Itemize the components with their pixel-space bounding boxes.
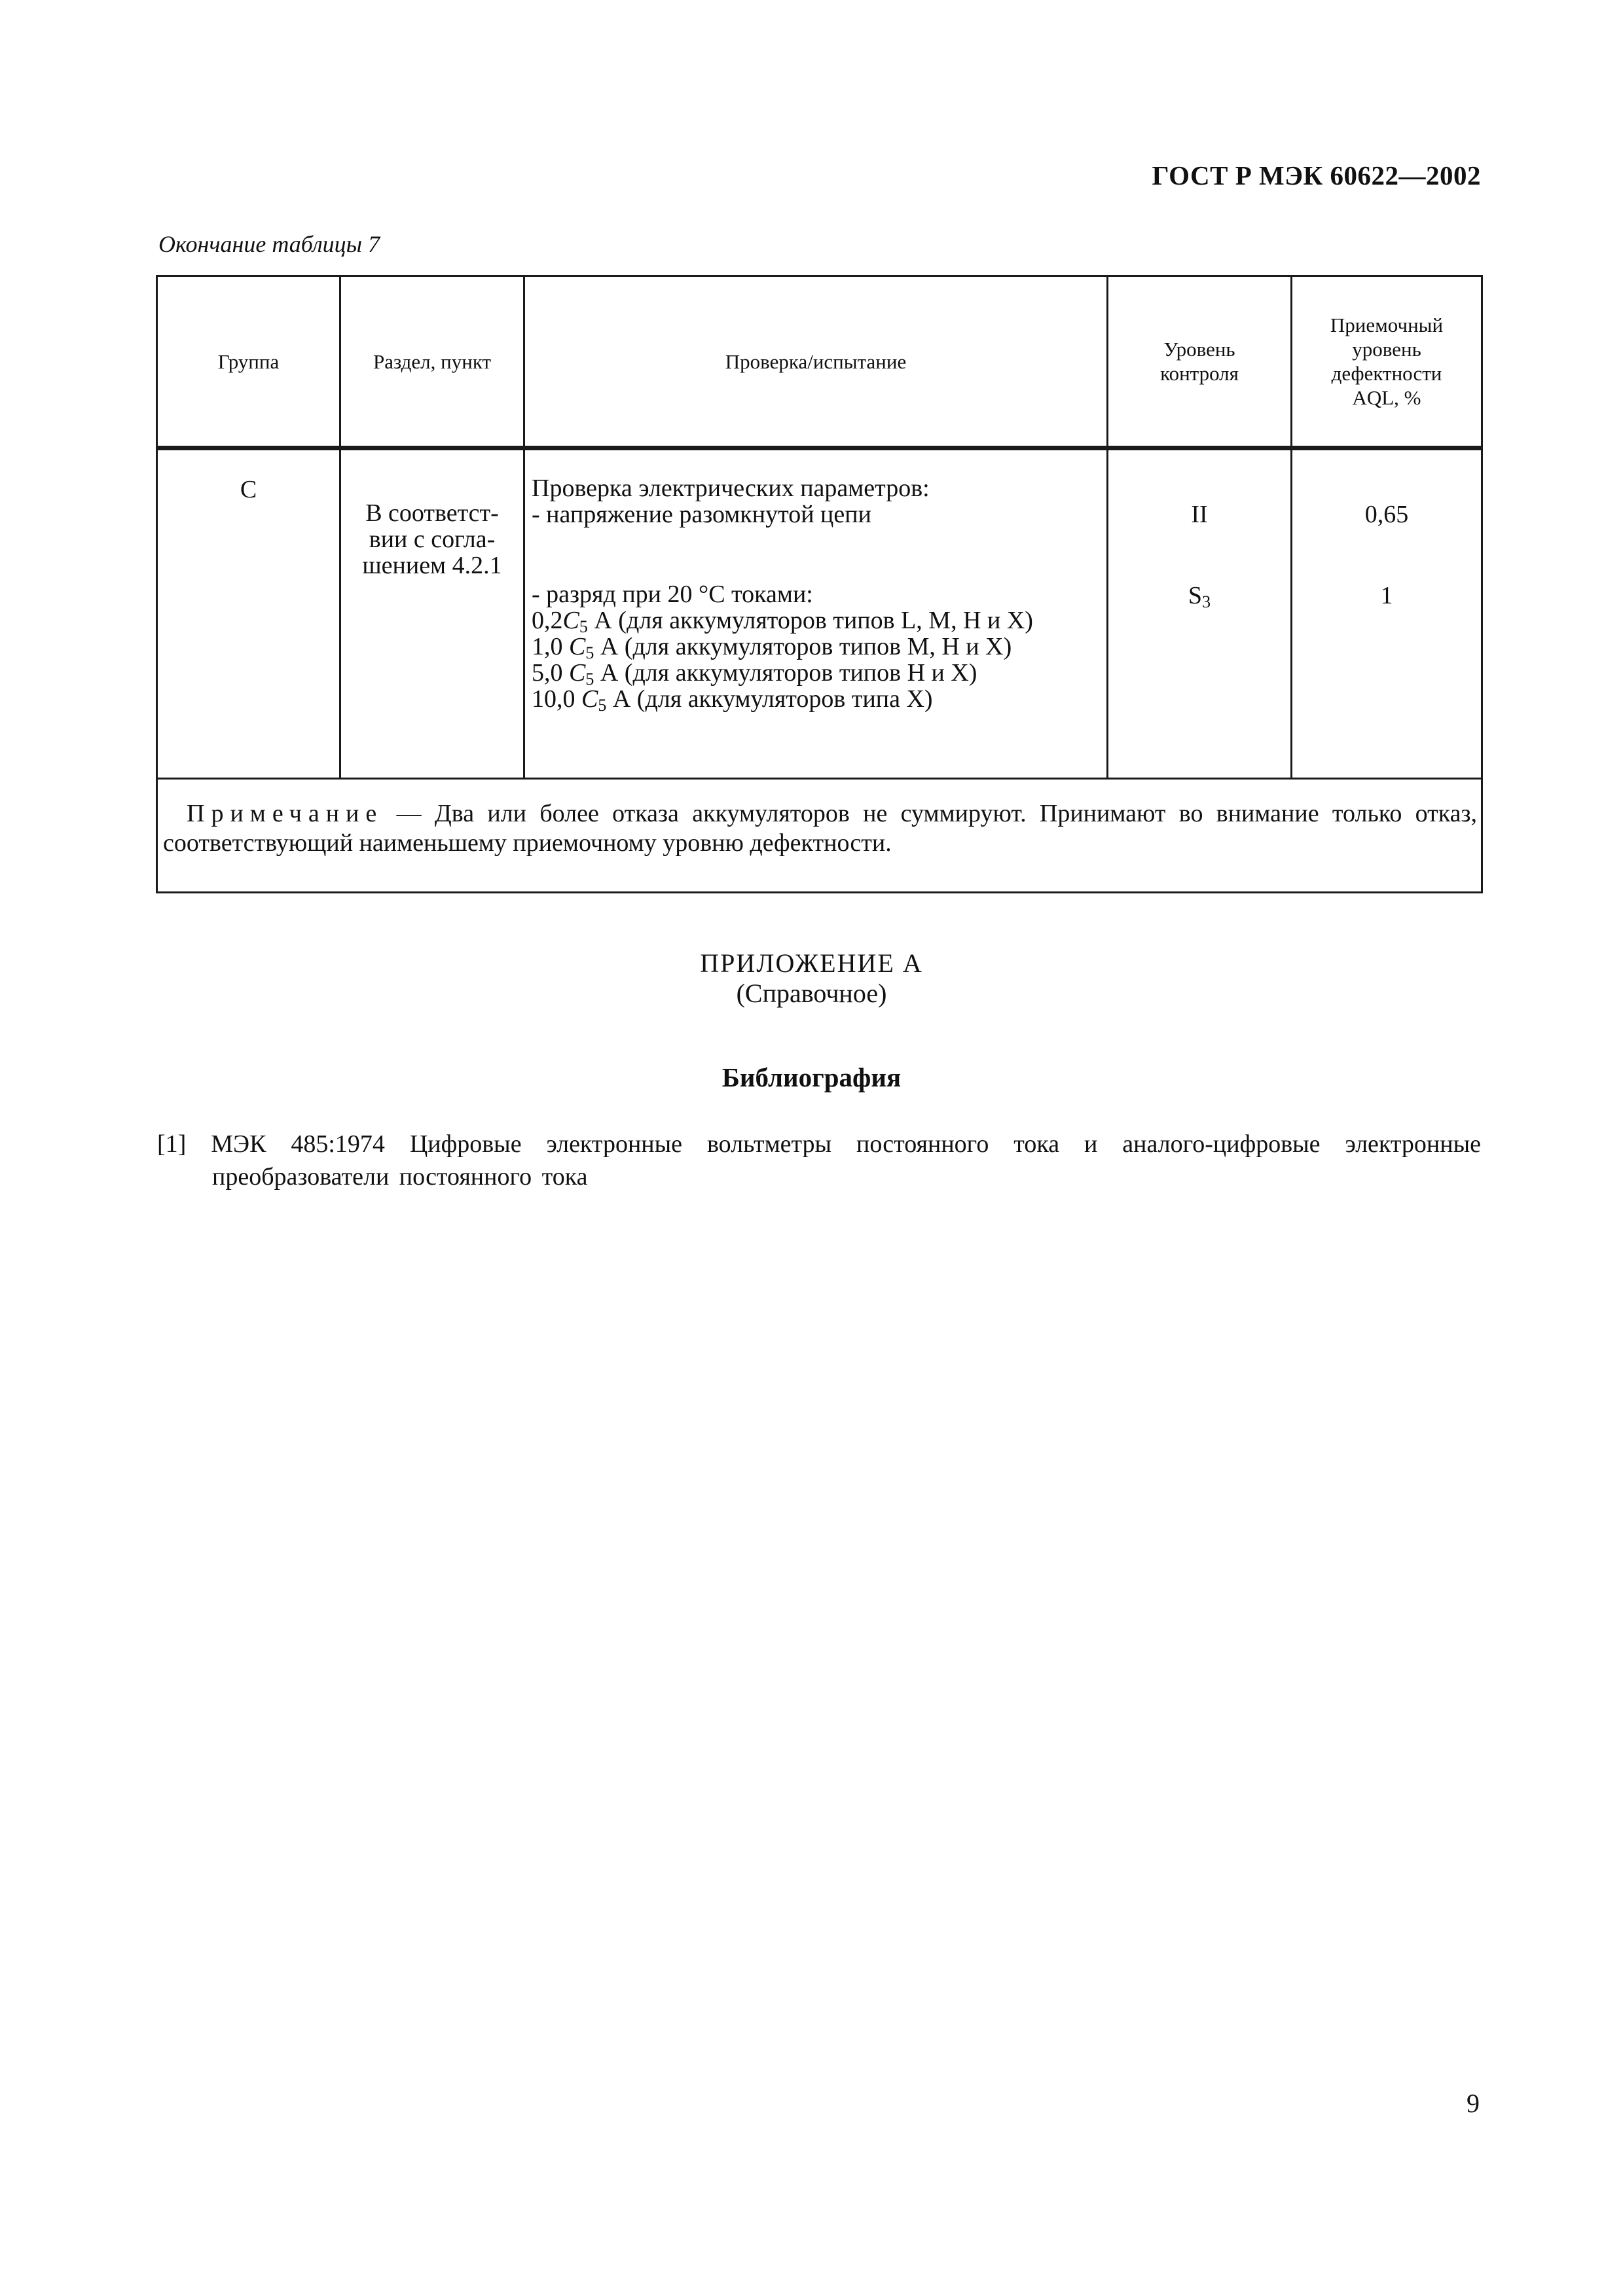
capacity-symbol: C	[581, 685, 598, 713]
cell-check	[524, 448, 1108, 779]
current-description: А (для аккумуляторов типа X)	[606, 685, 933, 713]
capacity-symbol: C	[569, 659, 586, 687]
column-header-group: Группа	[157, 276, 340, 448]
cell-group: С	[157, 448, 340, 779]
current-coefficient: 1,0	[532, 633, 569, 660]
capacity-subscript: 5	[585, 670, 594, 689]
column-header-level	[1108, 276, 1292, 448]
level-voltage: II	[1191, 501, 1208, 528]
current-description: А (для аккумуляторов типов М, Н и X)	[594, 633, 1012, 660]
column-header-section: Раздел, пункт	[340, 276, 524, 448]
capacity-symbol: C	[562, 607, 579, 634]
check-title: Проверка электрических параметров:	[532, 475, 930, 502]
cell-aql	[1292, 448, 1482, 779]
table-row	[157, 448, 1482, 779]
current-line	[532, 659, 1103, 689]
level-discharge-sub: 3	[1202, 592, 1211, 611]
level-discharge	[1108, 583, 1290, 609]
current-coefficient: 0,2	[532, 607, 563, 634]
current-coefficient: 10,0	[532, 685, 581, 713]
note-text: — Два или более отказа аккумуляторов не суммируют. Принимают во внимание только отказ, соответствующий наименьшему приемочному уровню дефектности.	[163, 800, 1477, 857]
bibliography-item	[157, 1128, 1481, 1193]
spacer	[532, 528, 1103, 581]
current-line	[532, 607, 1103, 634]
capacity-subscript: 5	[598, 696, 607, 715]
cell-level	[1108, 448, 1292, 779]
check-voltage: - напряжение разомкнутой цепи	[532, 501, 871, 528]
aql-voltage: 0,65	[1364, 501, 1409, 528]
column-header-level-text: Уровень контроля	[1160, 338, 1239, 385]
aql-discharge: 1	[1380, 582, 1393, 609]
current-description: А (для аккумуляторов типов L, М, Н и X)	[587, 607, 1033, 634]
capacity-subscript: 5	[585, 643, 594, 662]
table-header-row	[157, 276, 1482, 448]
capacity-symbol: C	[569, 633, 586, 660]
column-header-aql-text: Приемочный уровень дефектности AQL, %	[1330, 314, 1444, 409]
check-discharge: - разряд при 20 °С токами:	[532, 581, 813, 608]
current-coefficient: 5,0	[532, 659, 569, 687]
cell-section	[340, 448, 524, 779]
table-note	[157, 779, 1482, 893]
note-label: Примечание	[187, 800, 384, 827]
bibliography-title: Библиография	[721, 1062, 902, 1092]
appendix-subtitle: (Справочное)	[736, 978, 887, 1008]
document-standard-header: ГОСТ Р МЭК 60622—2002	[1152, 160, 1481, 190]
current-line	[532, 634, 1103, 660]
table-caption: Окончание таблицы 7	[158, 231, 380, 257]
column-header-check: Проверка/испытание	[524, 276, 1108, 448]
bibliography-item-number: [1]	[157, 1130, 187, 1158]
appendix-title: ПРИЛОЖЕНИЕ А	[700, 948, 923, 978]
level-discharge-base: S	[1188, 582, 1203, 609]
table-note-row	[157, 779, 1482, 893]
inspection-table	[156, 275, 1483, 893]
cell-section-text: В соответст- вии с согла- шением 4.2.1	[362, 499, 502, 579]
page-number: 9	[1467, 2089, 1480, 2118]
current-description: А (для аккумуляторов типов Н и X)	[594, 659, 977, 687]
capacity-subscript: 5	[579, 617, 588, 636]
bibliography-item-text: МЭК 485:1974 Цифровые электронные вольтметры постоянного тока и аналого-цифровые электронные преобразователи постоянного тока	[211, 1130, 1481, 1191]
current-list	[532, 607, 1103, 715]
current-line	[532, 685, 1103, 715]
column-header-aql	[1292, 276, 1482, 448]
